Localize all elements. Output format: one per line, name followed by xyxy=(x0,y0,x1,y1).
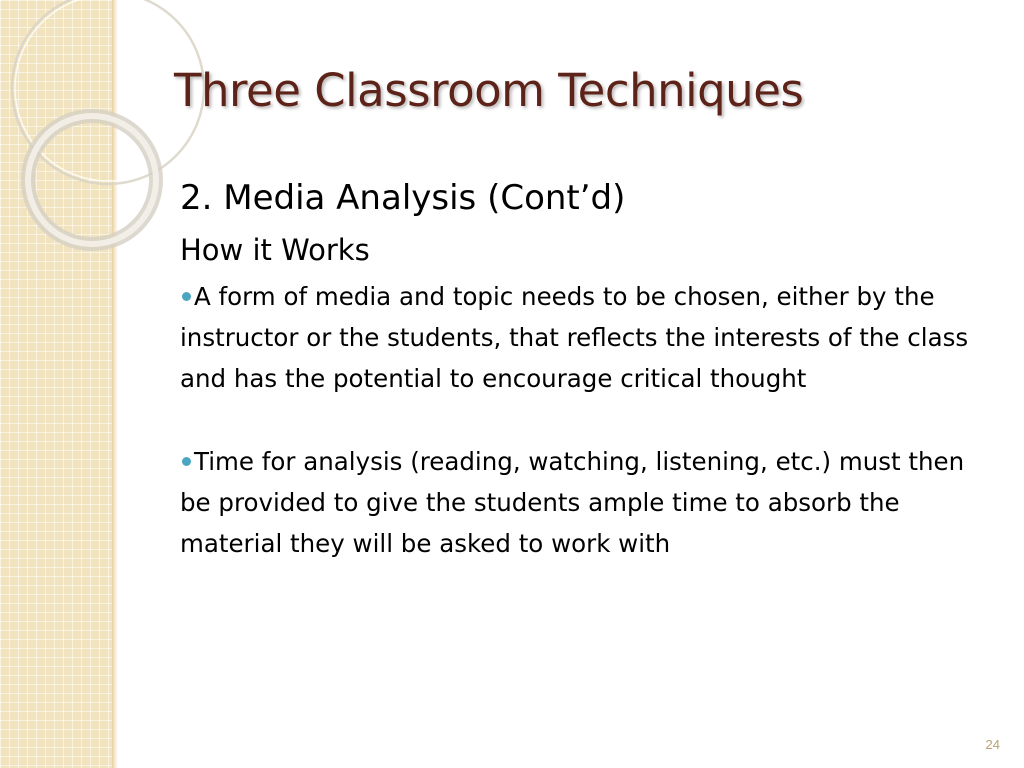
slide-content xyxy=(180,174,990,564)
section-heading: 2. Media Analysis (Cont’d) xyxy=(180,178,626,218)
slide-title: Three Classroom Techniques xyxy=(174,64,804,117)
bullet-text-1: A form of media and topic needs to be chosen, either by the instructor or the students, that reflects the interests of the class and has the potential to encourage critical thought xyxy=(180,282,969,393)
bullet-text-2: Time for analysis (reading, watching, listening, etc.) must then be provided to give the students ample time to absorb the material they will be asked to work with xyxy=(180,447,965,558)
subheading: How it Works xyxy=(180,233,370,267)
bullet-item-1 xyxy=(180,276,990,399)
bullet-item-2 xyxy=(180,441,990,564)
bullet-dot-icon xyxy=(182,292,191,301)
page-number: 24 xyxy=(985,737,1000,752)
bullet-dot-icon xyxy=(182,457,191,466)
